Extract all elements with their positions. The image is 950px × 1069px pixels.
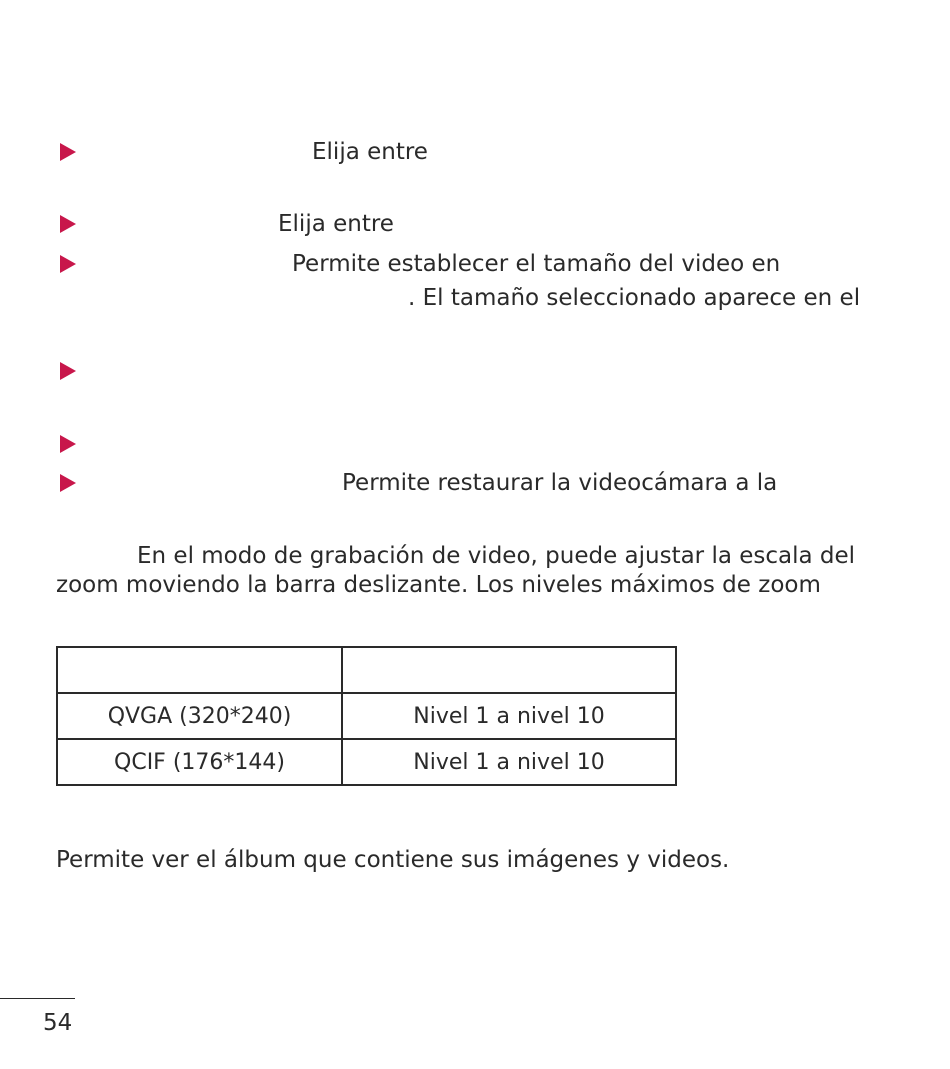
page-number: 54 <box>43 1010 73 1036</box>
table-row <box>57 739 676 785</box>
bullet-arrow-icon <box>60 435 76 453</box>
footer-divider <box>0 998 75 999</box>
bullet-text: Elija entre <box>312 139 428 165</box>
table-header-cell <box>57 647 342 693</box>
table-cell-resolution: QCIF (176*144) <box>57 739 342 785</box>
album-description: Permite ver el álbum que contiene sus imágenes y videos. <box>56 847 730 873</box>
bullet-text: Permite establecer el tamaño del video en <box>292 251 781 277</box>
bullet-arrow-icon <box>60 143 76 161</box>
bullet-arrow-icon <box>60 474 76 492</box>
zoom-paragraph-line: zoom moviendo la barra deslizante. Los niveles máximos de zoom <box>56 572 821 598</box>
table-row <box>57 693 676 739</box>
bullet-text-continuation: . El tamaño seleccionado aparece en el <box>408 285 861 311</box>
table-header-cell <box>342 647 676 693</box>
zoom-levels-table <box>56 646 677 786</box>
bullet-arrow-icon <box>60 255 76 273</box>
zoom-paragraph-line: En el modo de grabación de video, puede ajustar la escala del <box>137 543 856 569</box>
table-cell-resolution: QVGA (320*240) <box>57 693 342 739</box>
bullet-arrow-icon <box>60 215 76 233</box>
bullet-arrow-icon <box>60 362 76 380</box>
table-cell-zoom-level: Nivel 1 a nivel 10 <box>342 693 676 739</box>
table-cell-zoom-level: Nivel 1 a nivel 10 <box>342 739 676 785</box>
table-header-row <box>57 647 676 693</box>
bullet-text: Elija entre <box>278 211 394 237</box>
bullet-text: Permite restaurar la videocámara a la <box>342 470 778 496</box>
